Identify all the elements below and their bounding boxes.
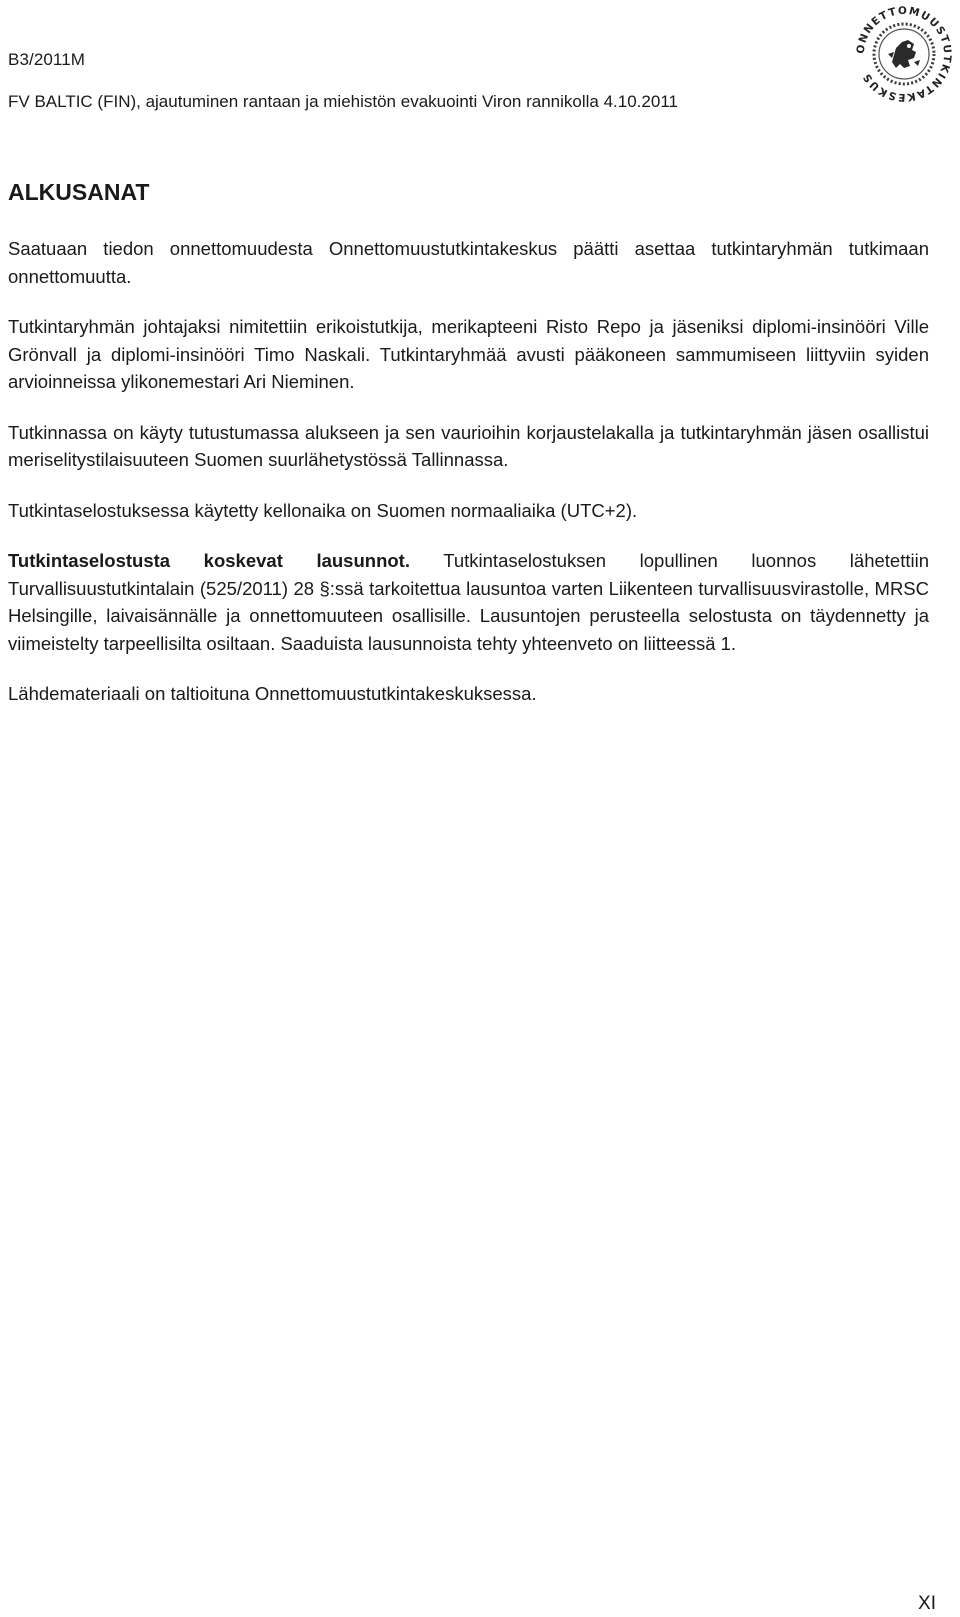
- document-code: B3/2011M: [8, 50, 86, 69]
- paragraph-investigation-team: Tutkintaryhmän johtajaksi nimitettiin erikoistutkija, merikapteeni Risto Repo ja jäseniksi diplomi-insinööri Ville Grönvall ja diplomi-insinööri Timo Naskali. Tutkintaryhmää avusti pääkoneen sammumiseen liittyviin syiden arvioinneissa ylikonemestari Ari Nieminen.: [8, 316, 929, 392]
- document-title: FV BALTIC (FIN), ajautuminen rantaan ja miehistön evakuointi Viron rannikolla 4.10.2011: [8, 92, 678, 111]
- paragraph-statements: [8, 547, 929, 657]
- paragraph-time-zone: Tutkintaselostuksessa käytetty kellonaika on Suomen normaaliaika (UTC+2).: [8, 499, 638, 521]
- logo-ring-text: ONNETTOMUUSTUTKINTAKESKUS: [854, 4, 954, 104]
- page-number: XI: [918, 1593, 936, 1614]
- preface-body: [8, 235, 929, 731]
- paragraph-source-material: Lähdemateriaali on taltioituna Onnettomuustutkintakeskuksessa.: [8, 683, 537, 704]
- paragraph-investigation-decision: Saatuaan tiedon onnettomuudesta Onnettomuustutkintakeskus päätti asettaa tutkintaryhmän tutkimaan onnettomuutta.: [8, 238, 929, 287]
- statements-heading: Tutkintaselostusta koskevat lausunnot.: [8, 550, 410, 571]
- paragraph-inspection: Tutkinnassa on käyty tutustumassa alukseen ja sen vaurioihin korjaustelakalla ja tutkintaryhmän jäsen osallistui meriselitystilaisuuteen Suomen suurlähetystössä Tallinnassa.: [8, 421, 929, 470]
- onnettomuustutkintakeskus-logo: [852, 2, 956, 106]
- lion-crest-icon: [852, 2, 956, 106]
- section-heading: ALKUSANAT: [8, 179, 150, 205]
- statements-text: Tutkintaselostuksen lopullinen luonnos lähetettiin Turvallisuustutkintalain (525/2011) 28 §:ssä tarkoitettua lausuntoa varten Liikenteen turvallisuusvirastolle, MRSC Helsingille, laivaisännälle ja onnettomuuteen osallisille. Lausuntojen perusteella selostusta on täydennetty ja viimeistelty tarpeellisilta osiltaan. Saaduista lausunnoista tehty yhteenveto on liitteessä 1.: [8, 550, 929, 654]
